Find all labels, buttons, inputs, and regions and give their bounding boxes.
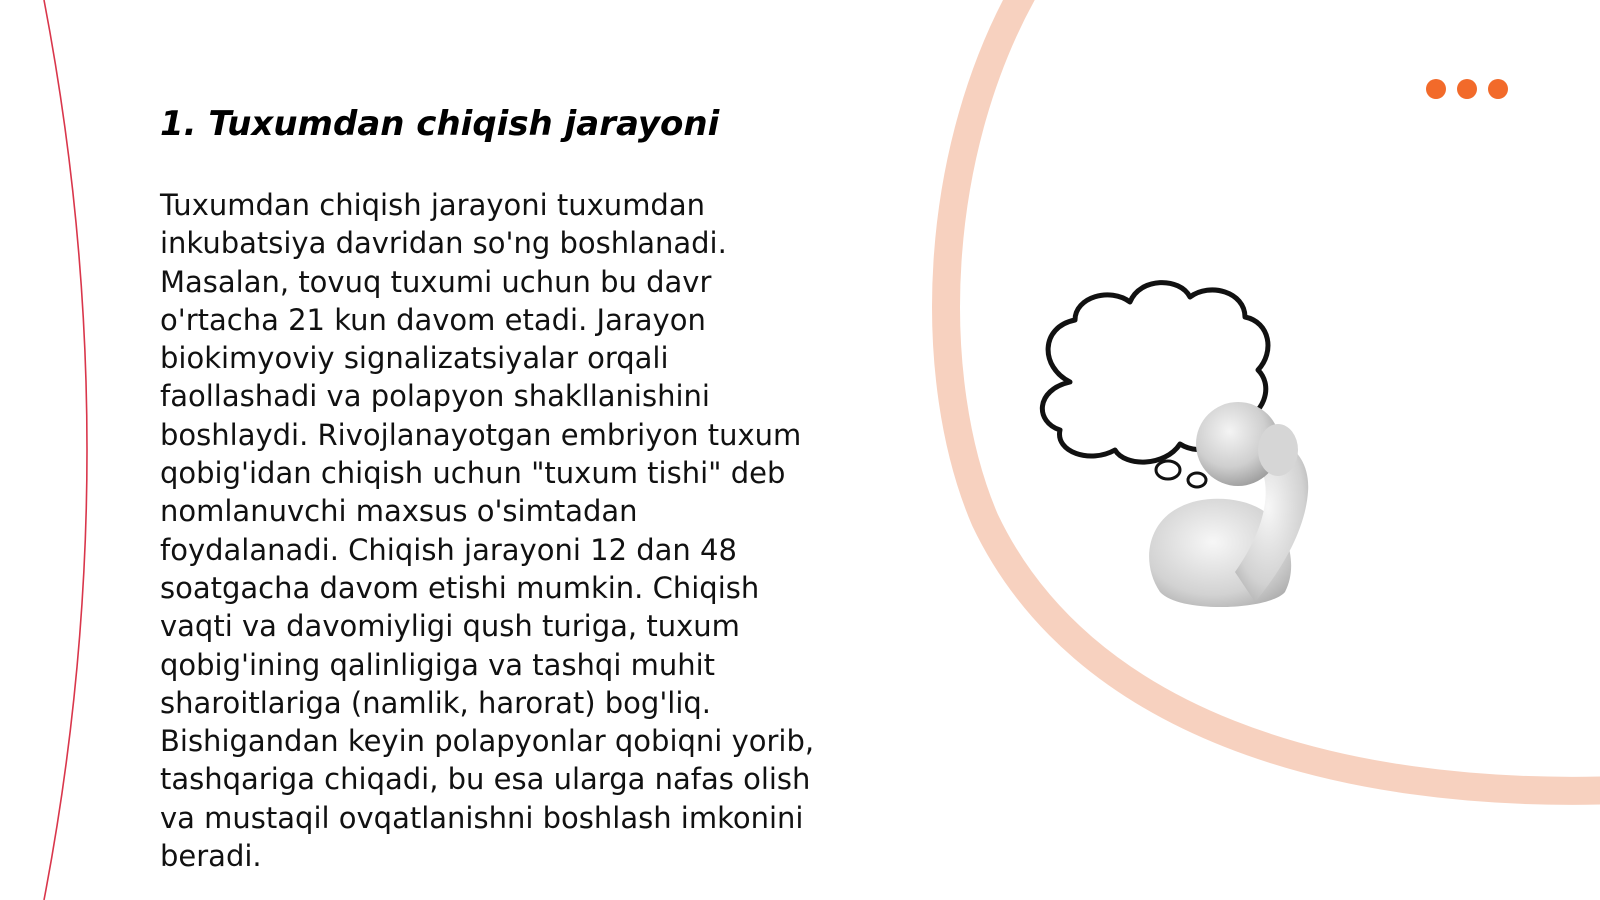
body-line: faollashadi va polapyon shakllanishini <box>160 379 710 414</box>
body-line: qobig'ining qalinligiga va tashqi muhit <box>160 647 716 682</box>
menu-dots-icon <box>1426 79 1508 99</box>
body-line: tashqariga chiqadi, bu esa ularga nafas olish <box>160 762 811 797</box>
body-paragraph <box>160 186 860 875</box>
dot <box>1457 79 1477 99</box>
body-line: beradi. <box>160 839 262 874</box>
body-line: Tuxumdan chiqish jarayoni tuxumdan <box>160 188 705 222</box>
thinking-person-illustration <box>1030 272 1350 622</box>
body-line: vaqti va davomiyligi qush turiga, tuxum <box>160 609 740 644</box>
body-line: foydalanadi. Chiqish jarayoni 12 dan 48 <box>160 532 737 567</box>
body-line: sharoitlariga (namlik, harorat) bog'liq. <box>160 685 712 720</box>
body-line: o'rtacha 21 kun davom etadi. Jarayon <box>160 302 706 337</box>
body-line: qobig'idan chiqish uchun "tuxum tishi" deb <box>160 456 786 491</box>
body-line: va mustaqil ovqatlanishni boshlash imkonini <box>160 800 804 835</box>
body-line: nomlanuvchi maxsus o'simtadan <box>160 494 638 529</box>
slide-title: 1. Tuxumdan chiqish jarayoni <box>160 104 720 144</box>
body-line: boshlaydi. Rivojlanayotgan embriyon tuxum <box>160 417 802 452</box>
body-line: inkubatsiya davridan so'ng boshlanadi. <box>160 226 727 261</box>
left-arc <box>44 0 87 900</box>
body-line: Masalan, tovuq tuxumi uchun bu davr <box>160 264 712 299</box>
body-line: soatgacha davom etishi mumkin. Chiqish <box>160 570 760 605</box>
dot <box>1488 79 1508 99</box>
body-line: Bishigandan keyin polapyonlar qobiqni yorib, <box>160 724 815 759</box>
dot <box>1426 79 1446 99</box>
body-line: biokimyoviy signalizatsiyalar orqali <box>160 341 669 376</box>
